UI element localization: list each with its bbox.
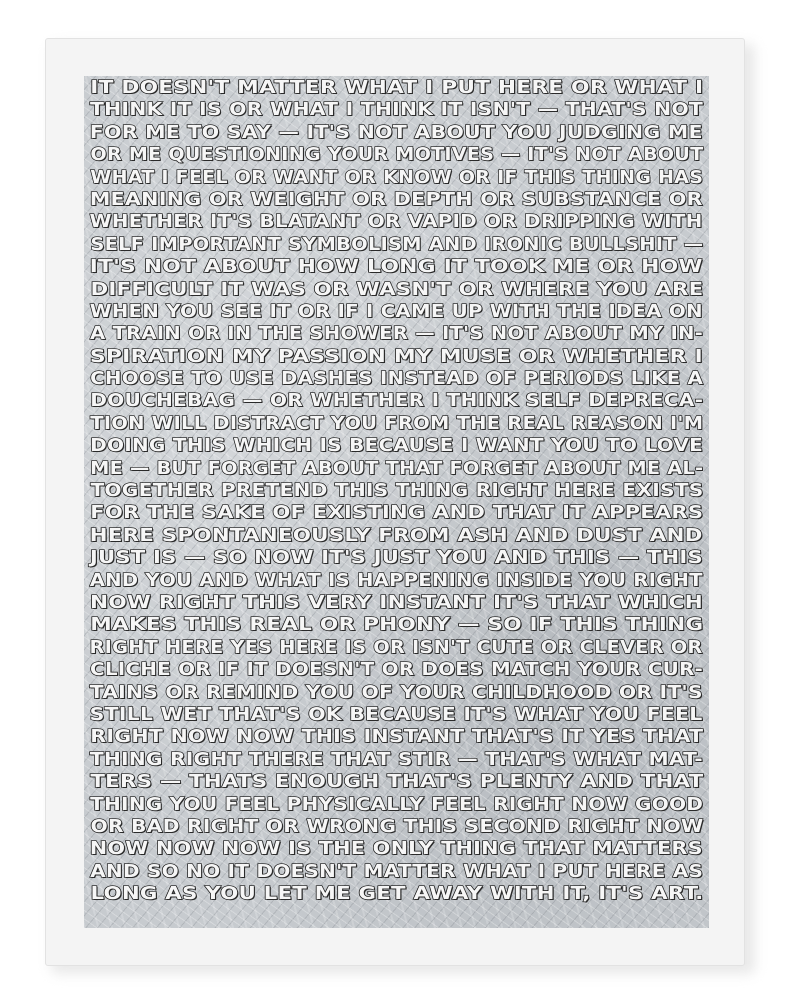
artwork-text-line: AND SO NO IT DOESN'T MATTER WHAT I PUT HERE AS — [89, 861, 703, 882]
artwork-text-line: TOGETHER PRETEND THIS THING RIGHT HERE EXISTS — [89, 481, 703, 502]
artwork-text-line: SELF IMPORTANT SYMBOLISM AND IRONIC BULLSHIT — — [89, 234, 703, 255]
artwork-text-line: RIGHT HERE YES HERE IS OR ISN'T CUTE OR CLEVER OR — [89, 637, 703, 658]
artwork-text-line: DOUCHEBAG — OR WHETHER I THINK SELF DEPRECA- — [89, 391, 703, 412]
artwork-text-line: JUST IS — SO NOW IT'S JUST YOU AND THIS — THIS — [89, 548, 703, 569]
artwork-text-line: DOING THIS WHICH IS BECAUSE I WANT YOU TO LOVE — [89, 436, 703, 457]
artwork-text-line: TION WILL DISTRACT YOU FROM THE REAL REASON I'M — [89, 413, 703, 434]
artwork-text-line: THING RIGHT THERE THAT STIR — THAT'S WHAT MAT- — [90, 749, 703, 770]
artwork-text-line: IT'S NOT ABOUT HOW LONG IT TOOK ME OR HOW — [89, 257, 703, 278]
artwork-text-line: FOR ME TO SAY — IT'S NOT ABOUT YOU JUDGING ME — [89, 122, 703, 143]
artwork-text-line: NOW NOW NOW IS THE ONLY THING THAT MATTERS — [89, 839, 703, 860]
artwork-text-line: OR ME QUESTIONING YOUR MOTIVES — IT'S NOT ABOUT — [89, 145, 703, 166]
artwork-text-line: TERS — THATS ENOUGH THAT'S PLENTY AND THAT — [90, 772, 703, 793]
artwork-text-line: FOR THE SAKE OF EXISTING AND THAT IT APPEARS — [89, 503, 703, 524]
artwork-text-line: CLICHE OR IF IT DOESN'T OR DOES MATCH YOUR CUR- — [90, 660, 703, 681]
artwork-text-line: TAINS OR REMIND YOU OF YOUR CHILDHOOD OR IT'S — [89, 682, 703, 703]
artwork-text-line: WHAT I FEEL OR WANT OR KNOW OR IF THIS THING HAS — [90, 167, 703, 188]
artwork-text-line: ME — BUT FORGET ABOUT THAT FORGET ABOUT ME AL- — [89, 458, 703, 479]
artwork-text-line: THING YOU FEEL PHYSICALLY FEEL RIGHT NOW GOOD — [90, 794, 703, 815]
artwork-text-line: AND YOU AND WHAT IS HAPPENING INSIDE YOU RIGHT — [89, 570, 703, 591]
artwork-text-line: WHETHER IT'S BLATANT OR VAPID OR DRIPPING WITH — [89, 212, 703, 233]
artwork-text-block — [90, 77, 703, 905]
artwork-text-line: IT DOESN'T MATTER WHAT I PUT HERE OR WHAT I — [89, 78, 703, 98]
artwork-text-line: A TRAIN OR IN THE SHOWER — IT'S NOT ABOUT MY IN- — [90, 324, 703, 345]
artwork-text-line: STILL WET THAT'S OK BECAUSE IT'S WHAT YOU FEEL — [89, 704, 703, 725]
artwork-text-line: WHEN YOU SEE IT OR IF I CAME UP WITH THE IDEA ON — [89, 301, 703, 322]
artwork-text-line: SPIRATION MY PASSION MY MUSE OR WHETHER I — [90, 346, 703, 367]
artwork-text-line: HERE SPONTANEOUSLY FROM ASH AND DUST AND — [90, 525, 703, 546]
artwork-text-line: RIGHT NOW NOW THIS INSTANT THAT'S IT YES THAT — [89, 727, 703, 748]
artwork-text-line: CHOOSE TO USE DASHES INSTEAD OF PERIODS LIKE A — [90, 369, 703, 390]
artwork-text-line: THINK IT IS OR WHAT I THINK IT ISN'T — THAT'S NOT — [90, 100, 703, 121]
artwork-text-line: MEANING OR WEIGHT OR DEPTH OR SUBSTANCE OR — [90, 189, 703, 210]
artwork-text-line: DIFFICULT IT WAS OR WASN'T OR WHERE YOU ARE — [90, 279, 703, 300]
artwork-text-line: MAKES THIS REAL OR PHONY — SO IF THIS THING — [89, 615, 703, 636]
artwork-text-line: OR BAD RIGHT OR WRONG THIS SECOND RIGHT NOW — [90, 816, 703, 837]
printed-artwork — [84, 76, 709, 928]
artwork-text-line: NOW RIGHT THIS VERY INSTANT IT'S THAT WHICH — [90, 592, 703, 613]
artwork-text-line: LONG AS YOU LET ME GET AWAY WITH IT, IT'S ART. — [90, 884, 703, 905]
